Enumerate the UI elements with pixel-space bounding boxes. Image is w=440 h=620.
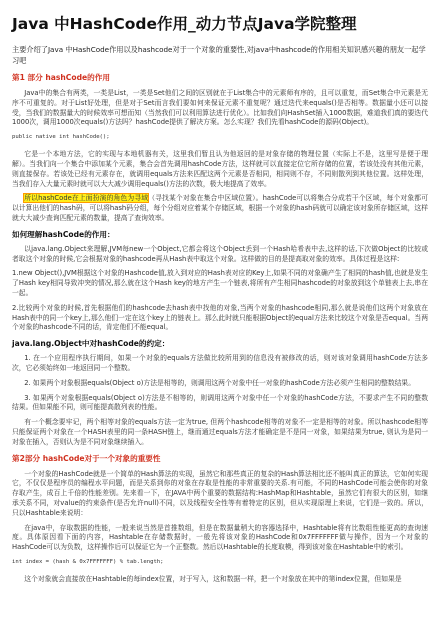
- article-title: Java 中HashCode作用_动力节点Java学院整理: [12, 15, 357, 33]
- section-1-paragraph-3: [12, 194, 428, 223]
- section-1-heading: 第1 部分 hashCode的作用: [12, 73, 110, 82]
- section-1-paragraph-2: 它是一个本地方法，它的实现与本地机器有关，这里我们暂且认为他返回的是对象存储的物理位置（实际上不是，这里写是便于理解）。当我们向一个集合中添加某个元素，集合会首先调用hashCode方法，这样就可以直接定位它所存储的位置，若该处没有其他元素，则直接保存。若该处已经有元素存在，就调用equals方法来匹配这两个元素是否相同，相同则不存，不同则散列到其他位置。这样处理，当我们存入大量元素时就可以大大减少调用equals()方法的次数，极大地提高了效率。: [12, 150, 428, 188]
- object-contract-heading: java.lang.Object中对hashCode的约定：: [12, 339, 170, 349]
- hashcode-signature-code: public native int hashCode();: [12, 134, 110, 141]
- contract-item-3: 3. 如果两个对象根据equals(Object o)方法是不相等的，则调用这两个对象中任一个对象的hashCode方法，不要求产生不同的整数结果。但如果能不同，则可能提高散列表的性能。: [12, 393, 428, 412]
- article-intro: 主要介绍了Java 中HashCode作用以及hashcode对于一个对象的重要性,对java中hashcode的作用相关知识感兴趣的朋友一起学习吧: [12, 45, 426, 65]
- section-1-paragraph-5: 1.new Object(),JVM根据这个对象的Hashcode值,放入到对应的Hash表对应的Key上,如果不同的对象确产生了相同的hash值,也就是发生了Hash key相同导致冲突的情况,那么就在这个Hash key的地方产生一个链表,将所有产生相同hashcode的对象放到这个单链表上去,串在一起。: [12, 269, 428, 297]
- index-calculation-code: int index = (hash & 0x7FFFFFFF) % tab.length;: [12, 558, 164, 565]
- contract-item-1: 1. 在一个应用程序执行期间，如果一个对象的equals方法做比较所用到的信息没有被修改的话，则对该对象调用hashCode方法多次，它必须始终如一地返回同一个整数。: [12, 354, 428, 372]
- contract-item-2: 2. 如果两个对象根据equals(Object o)方法是相等的，则调用这两个对象中任一对象的hashCode方法必须产生相同的整数结果。: [24, 378, 416, 387]
- highlighted-text: 所以hashCode在上面扮演的角色为寻域: [24, 194, 149, 203]
- section-1-paragraph-1: Java中的集合有两类，一类是List，一类是Set他们之间的区别就在于List集合中的元素师有序的，且可以重复，而Set集合中元素是无序不可重复的。对于List好处理，但是对于Set而言我们要如何来保证元素不重复呢？通过迭代来equals()是否相等。数据量小还可以接受，当我们的数据量大的时候效率可想而知（当然我们可以利用算法进行优化）。比如我们向HashSet插入1000数据，难道我们真的要迭代1000次，调用1000次equals()方法吗？hashCode提供了解决方案。怎么实现？我们先看hashCode的源码(Object)。: [12, 89, 429, 127]
- section-2-heading: 第2部分 hashCode对于一个对象的重要性: [12, 453, 161, 463]
- contract-summary: 有一个概念要牢记，两个相等对象的equals方法一定为true, 但两个hashcode相等的对象不一定是相等的对象。所以hashcode相等只能保证两个对象在一个HASH表里的同一条HASH链上，继而通过equals方法才能确定是不是同一对象，如果结果为true, 则认为是同一对象在插入，否则认为是不同对象继续插入。: [12, 418, 428, 446]
- section-2-paragraph-2: 在java中，存取数据的性能，一般来说当然是首推数组，但是在数据量稍大的容器选择中，Hashtable将有比数组性能更高的查询速度。具体原因看下面的内容，Hashtable在存储数据时，一般先将该对象的HashCode和0x7FFFFFFF做与操作，因为一个对象的HashCode可以为负数，这样操作后可以保证它为一个正整数。然后以Hashtable的长度取模，得到该对象在Hashtable中的索引。: [12, 523, 428, 552]
- section-2-paragraph-3: 这个对象就会直接放在Hashtable的每index位置，对于写入，这和数据一样，把一个对象放在其中的第index位置，但如果是: [24, 574, 402, 583]
- understanding-hashcode-heading: 如何理解hashCode的作用：: [12, 229, 115, 239]
- section-2-paragraph-1: 一个对象的HashCode就是一个简单的Hash算法的实现，虽然它和那些真正的复杂的Hash算法相比还不能叫真正的算法，它如何实现它，不仅仅是程序员的编程水平问题，而是关系到你的对象在存取是性能的非常重要的关系.有可能，不同的HashCode可能会使你的对象存取产生，成百上千倍的性能差别。先来看一下，在JAVA中两个重要的数据结构:HashMap和Hashtable，虽然它们有很大的区别，如继承关系不同，对value的约束条件(是否允许null)不同，以及线程安全性等有着特定的区别，但从实现原理上来说，它们是一致的。所以，只以Hashtable来说明：: [12, 469, 428, 517]
- section-1-paragraph-6: 2.比较两个对象的时候,首先根据他们的hashcode去hash表中找他的对象,当两个对象的hashcode相同,那么就是说他们这两个对象放在Hash表中的同一个key上,那么他们一定在这个key上的链表上。那么此时就只能根据Object的equal方法来比较这个对象是否equal。当两个对象的hashcode不同的话，肯定他们不能equal。: [12, 303, 428, 332]
- section-1-paragraph-4: 以java.lang.Object来理解,JVM每new一个Object,它都会将这个Object丢到一个Hash哈希表中去,这样的话,下次做Object的比较或者取这个对象的时候,它会根据对象的hashcode再从Hash表中取这个对象。这样做的目的是提高取对象的效率。具体过程是这样:: [12, 244, 428, 263]
- paragraph-3-rest: （寻找某个对象在集合中区域位置）。hashCode可以将集合分成若干个区域，每个对象都可以计算出他们的hash码，可以将hash码分组，每个分组对应着某个存储区域，根据一个对象的hash码就可以确定该对象所存储区域，这样就大大减少查询匹配元素的数量，提高了查询效率。: [12, 194, 428, 222]
